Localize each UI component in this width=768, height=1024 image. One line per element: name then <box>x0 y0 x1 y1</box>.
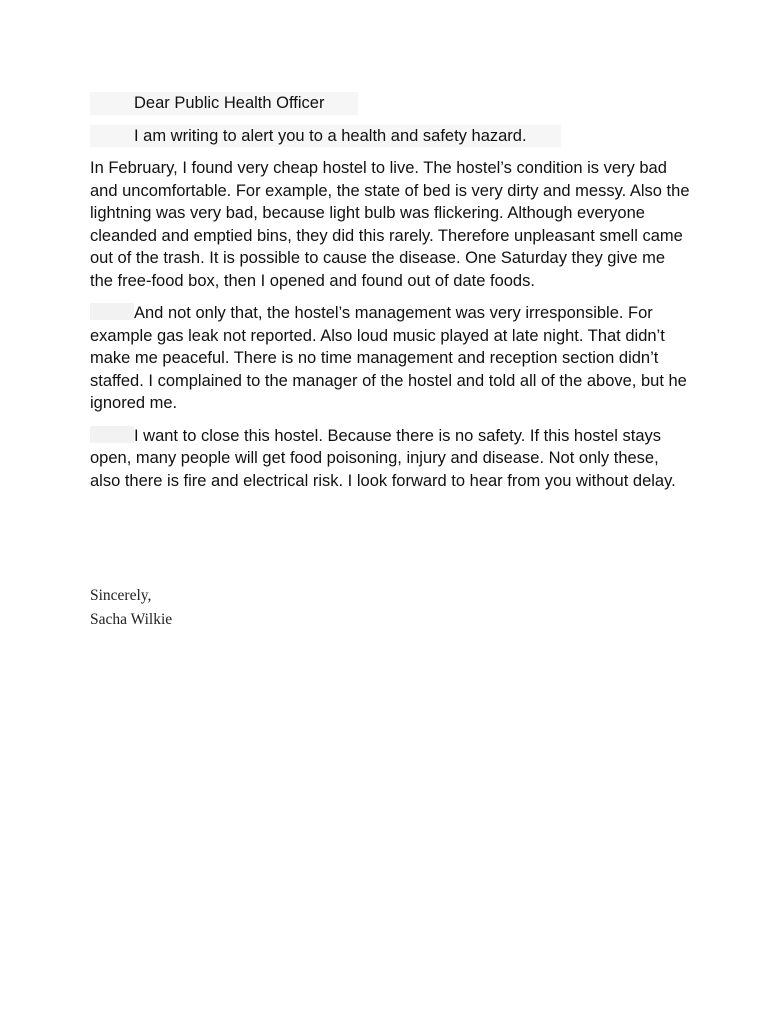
intro-sentence: I am writing to alert you to a health and safety hazard. <box>90 125 561 148</box>
intro-line <box>90 125 690 148</box>
signature-name: Sacha Wilkie <box>90 611 173 628</box>
closing-word: Sincerely, <box>90 587 152 604</box>
paragraph-3: I want to close this hostel. Because there is no safety. If this hostel stays open, many people will get food poisoning, injury and disease. Not only these, also there is fire and electrical risk. I look forward to hear from you without delay. <box>90 426 676 490</box>
salutation: Dear Public Health Officer <box>90 92 358 115</box>
paragraph-3-wrapper <box>90 425 690 493</box>
closing-block <box>90 584 172 632</box>
paragraph-1: In February, I found very cheap hostel to live. The hostel’s condition is very bad and uncomfortable. For example, the state of bed is very dirty and messy. Also the lightning was very bad, because light bulb was flickering. Although everyone cleanded and emptied bins, they did this rarely. Therefore unpleasant smell came out of the trash. It is possible to cause the disease. One Saturday they give me the free-food box, then I opened and found out of date foods. <box>90 159 690 290</box>
indent-marker <box>90 426 134 443</box>
paragraph-2: And not only that, the hostel’s management was very irresponsible. For example gas leak not reported. Also loud music played at late night. That didn’t make me peaceful. There is no time management and reception section didn’t staffed. I complained to the manager of the hostel and told all of the above, but he ignored me. <box>90 304 687 412</box>
letter-body <box>90 92 690 502</box>
indent-marker <box>90 303 134 320</box>
paragraph-2-wrapper <box>90 302 690 415</box>
salutation-line <box>90 92 690 115</box>
